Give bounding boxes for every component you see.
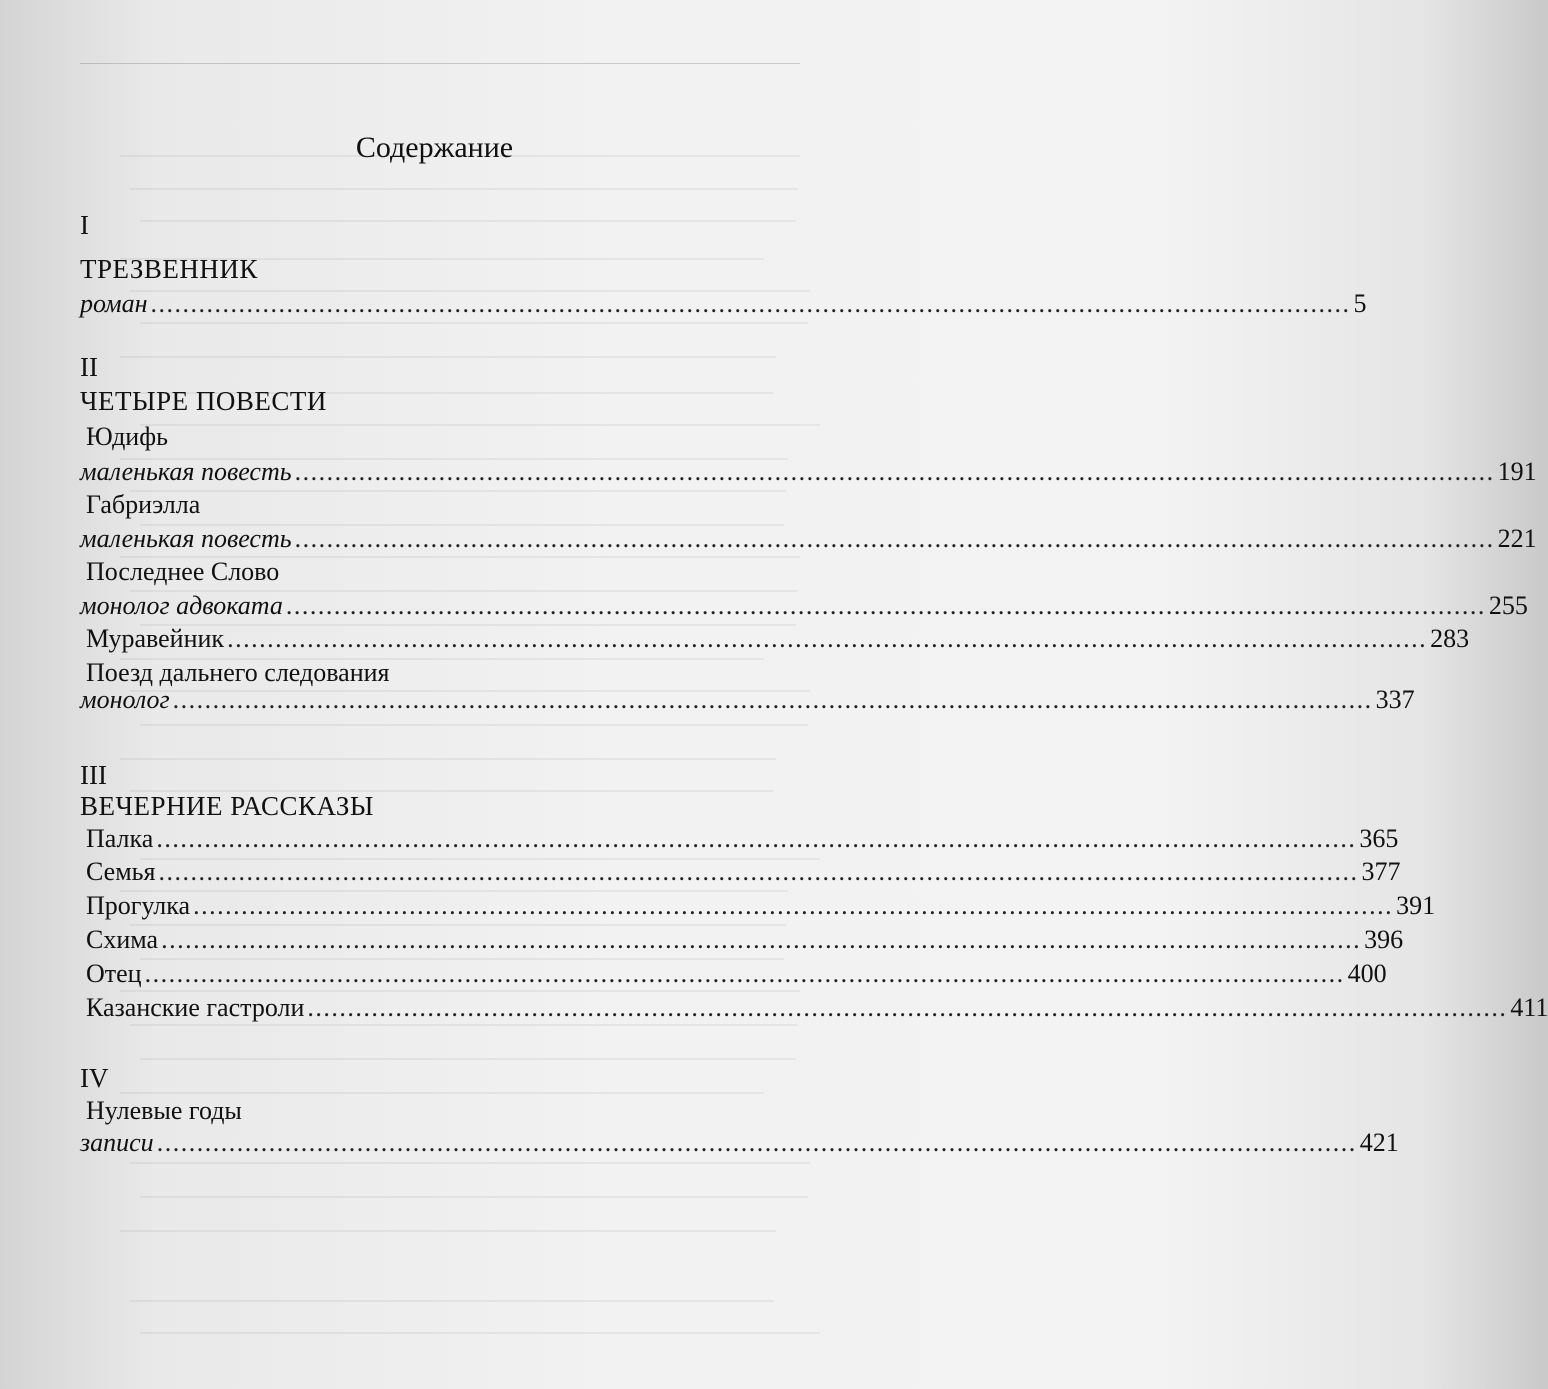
part-numeral: II — [80, 352, 98, 382]
dot-leader: ...................................................................................................................................................... — [172, 685, 1373, 714]
dot-leader: ...................................................................................................................................................... — [294, 457, 1495, 486]
page-number: 255 — [1488, 591, 1528, 620]
toc-entry[interactable] — [80, 589, 1528, 623]
entry-label: роман — [80, 289, 148, 318]
part-numeral: IV — [80, 1063, 109, 1093]
entry-label: Прогулка — [86, 891, 191, 920]
page-number: 396 — [1364, 925, 1404, 954]
entry-label: Палка — [86, 824, 154, 853]
work-title: Поезд дальнего следования — [86, 658, 390, 687]
toc-entry[interactable] — [86, 822, 1399, 856]
dot-leader: ...................................................................................................................................................... — [307, 993, 1508, 1022]
dot-leader: ...................................................................................................................................................... — [294, 524, 1495, 553]
entry-label: Схима — [86, 925, 159, 954]
toc-entry[interactable] — [86, 923, 1404, 957]
part-heading: ВЕЧЕРНИЕ РАССКАЗЫ — [80, 791, 374, 821]
entry-label: Семья — [86, 857, 156, 886]
dot-leader: ...................................................................................................................................................... — [161, 925, 1362, 954]
page-number: 421 — [1359, 1128, 1399, 1157]
toc-entry[interactable] — [86, 991, 1548, 1025]
work-title: Последнее Слово — [86, 557, 280, 586]
part-heading: Нулевые годы — [86, 1096, 242, 1125]
toc-entry[interactable] — [80, 287, 1367, 321]
page-number: 5 — [1353, 289, 1367, 318]
page-number: 400 — [1347, 959, 1387, 988]
toc-entry[interactable] — [80, 683, 1415, 717]
dot-leader: ...................................................................................................................................................... — [285, 591, 1486, 620]
page-number: 337 — [1375, 685, 1415, 714]
part-numeral: III — [80, 760, 107, 790]
part-numeral: I — [80, 210, 89, 240]
entry-label: Казанские гастроли — [86, 993, 305, 1022]
entry-label: Отец — [86, 959, 142, 988]
work-title: Юдифь — [86, 422, 168, 451]
toc-entry[interactable] — [80, 455, 1537, 489]
toc-entry[interactable] — [80, 522, 1537, 556]
page-number: 377 — [1361, 857, 1401, 886]
entry-subtitle: монолог адвоката — [80, 591, 283, 620]
entry-label: записи — [80, 1128, 154, 1157]
part-heading: ТРЕЗВЕННИК — [80, 254, 258, 284]
page-number: 391 — [1396, 891, 1436, 920]
dot-leader: ...................................................................................................................................................... — [227, 624, 1428, 653]
toc-entry[interactable] — [86, 855, 1401, 889]
dot-leader: ...................................................................................................................................................... — [156, 824, 1357, 853]
part-heading: ЧЕТЫРЕ ПОВЕСТИ — [80, 386, 327, 416]
page-number: 365 — [1359, 824, 1399, 853]
dot-leader: ...................................................................................................................................................... — [156, 1128, 1357, 1157]
dot-leader: ...................................................................................................................................................... — [150, 289, 1351, 318]
dot-leader: ...................................................................................................................................................... — [158, 857, 1359, 886]
page-number: 283 — [1430, 624, 1470, 653]
dot-leader: ...................................................................................................................................................... — [144, 959, 1345, 988]
entry-subtitle: монолог — [80, 685, 170, 714]
page-number: 411 — [1510, 993, 1548, 1022]
toc-entry[interactable] — [80, 1126, 1399, 1160]
entry-subtitle: маленькая повесть — [80, 457, 292, 486]
page-number: 221 — [1497, 524, 1537, 553]
page-number: 191 — [1497, 457, 1537, 486]
entry-subtitle: маленькая повесть — [80, 524, 292, 553]
toc-entry[interactable] — [86, 889, 1436, 923]
page-title: Содержание — [355, 131, 514, 164]
toc-entry[interactable] — [86, 957, 1387, 991]
work-title: Габриэлла — [86, 490, 201, 519]
toc-entry[interactable] — [86, 622, 1470, 656]
dot-leader: ...................................................................................................................................................... — [193, 891, 1394, 920]
entry-label: Муравейник — [86, 624, 225, 653]
